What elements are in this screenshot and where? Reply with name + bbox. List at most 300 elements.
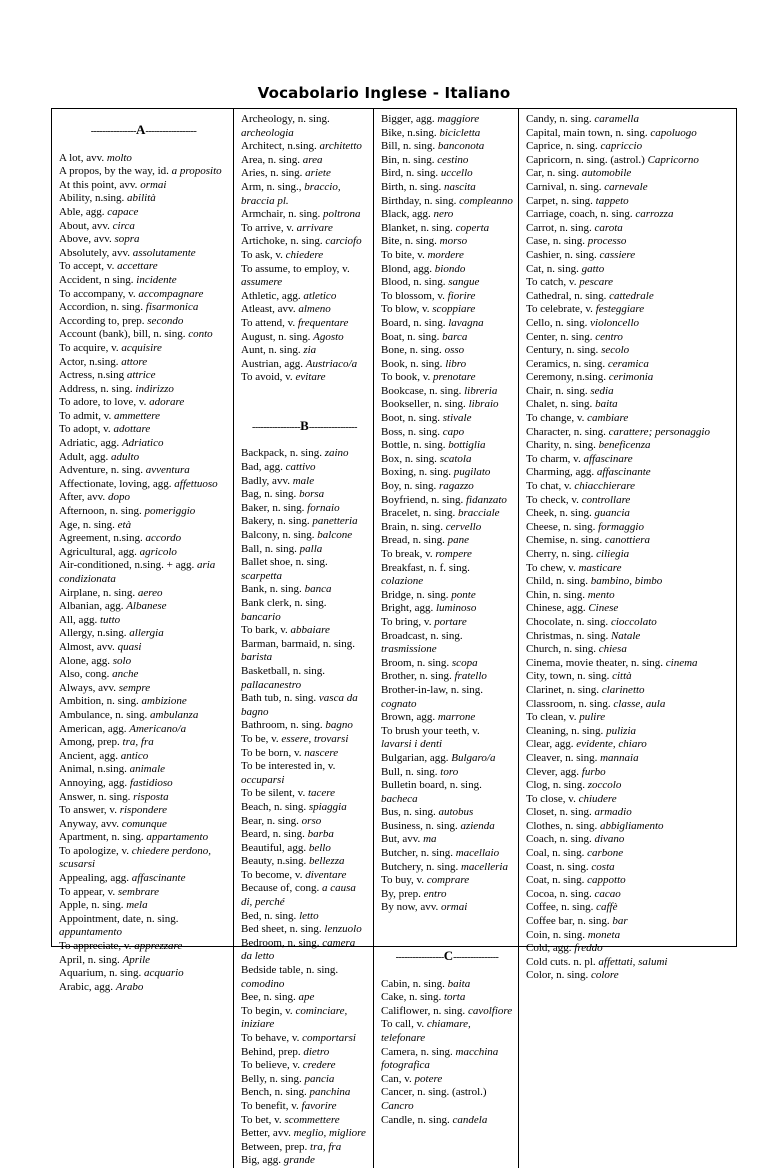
english-term: Butcher, n. sing. <box>381 847 453 860</box>
english-term: Afternoon, n. sing. <box>59 505 142 518</box>
vocab-entry <box>59 165 228 179</box>
italian-translation: tappeto <box>595 194 629 207</box>
english-term: To accept, v. <box>59 260 115 273</box>
italian-translation: agricolo <box>139 545 177 558</box>
vocab-entry <box>381 534 513 548</box>
english-term: Cheese, n. sing. <box>526 520 596 533</box>
english-term: To be, v. <box>241 732 279 745</box>
italian-translation: secolo <box>601 344 630 357</box>
italian-translation: torta <box>443 991 466 1004</box>
english-term: Bike, n.sing. <box>381 126 437 139</box>
english-term: Cello, n. sing. <box>526 316 588 329</box>
italian-translation: tra, fra <box>122 736 154 749</box>
vocab-entry <box>59 491 228 505</box>
english-term: Ancient, agg. <box>59 749 118 762</box>
vocab-entry <box>526 820 731 834</box>
english-term: Air-conditioned, n.sing. + agg. <box>59 559 195 572</box>
vocab-entry <box>526 643 731 657</box>
english-term: Cake, n. sing. <box>381 991 442 1004</box>
italian-translation: cattivo <box>285 461 316 474</box>
italian-translation: chiedere <box>285 248 324 261</box>
vocab-entry <box>526 575 731 589</box>
english-term: Boyfriend, n. sing. <box>381 493 464 506</box>
vocab-entry <box>241 543 368 557</box>
english-term: Carpet, n. sing. <box>526 194 593 207</box>
english-term: By now, avv. <box>381 901 439 914</box>
italian-translation: aria condizionata <box>59 559 216 585</box>
english-term: Affectionate, loving, agg. <box>59 477 172 490</box>
english-term: Balcony, n. sing. <box>241 529 315 542</box>
english-term: Clog, n. sing. <box>526 779 585 792</box>
vocab-entry <box>526 589 731 603</box>
italian-translation: pomeriggio <box>144 505 196 518</box>
vocab-entry <box>526 113 731 127</box>
vocab-entry <box>381 521 513 535</box>
vocab-entry <box>526 602 731 616</box>
italian-translation: vasca da bagno <box>241 692 358 718</box>
english-term: Bird, n. sing. <box>381 167 439 180</box>
vocab-entry <box>241 747 368 761</box>
english-term: Aunt, n. sing. <box>241 344 301 357</box>
vocab-entry <box>526 317 731 331</box>
italian-translation: a causa di, perché <box>241 882 356 909</box>
italian-translation: ponte <box>451 588 476 601</box>
italian-translation: accordo <box>145 532 182 545</box>
italian-translation: secondo <box>147 314 184 327</box>
english-term: Adventure, n. sing. <box>59 464 144 477</box>
english-term: To blossom, v. <box>381 289 445 302</box>
vocab-entry <box>59 587 228 601</box>
italian-translation: macchina fotografica <box>381 1045 499 1072</box>
italian-translation: abbaiare <box>290 624 330 637</box>
italian-translation: barista <box>241 651 273 664</box>
vocab-entry <box>526 263 731 277</box>
italian-translation: comunque <box>121 817 167 830</box>
english-term: Anyway, avv. <box>59 817 119 830</box>
english-term: April, n. sing. <box>59 953 120 966</box>
english-term: Boat, n. sing. <box>381 330 440 343</box>
vocab-entry <box>381 385 513 399</box>
vocab-entry <box>241 488 368 502</box>
english-term: Bill, n. sing. <box>381 140 436 153</box>
italian-translation: maggiore <box>437 113 480 125</box>
italian-translation: sopra <box>114 233 140 246</box>
vocab-entry <box>381 779 513 806</box>
italian-translation: chiacchierare <box>574 480 635 493</box>
column-4 <box>519 109 736 1168</box>
vocab-entry <box>241 167 368 181</box>
english-term: Answer, n. sing. <box>59 790 131 803</box>
italian-translation: banconota <box>437 140 485 153</box>
vocab-entry <box>241 583 368 597</box>
italian-translation: azienda <box>460 819 495 832</box>
english-term: Classroom, n. sing. <box>526 697 611 710</box>
italian-translation: allergia <box>129 627 164 640</box>
vocab-entry <box>381 833 513 847</box>
vocab-entry <box>59 682 228 696</box>
vocab-entry <box>381 249 513 263</box>
vocab-entry <box>526 127 731 141</box>
italian-translation: libraio <box>468 398 499 411</box>
vocab-entry <box>59 410 228 424</box>
italian-translation: accompagnare <box>138 287 204 300</box>
italian-translation: bambino, bimbo <box>590 575 663 588</box>
italian-translation: Agosto <box>313 330 344 343</box>
english-term: Badly, avv. <box>241 474 290 487</box>
vocab-entry <box>526 140 731 154</box>
english-term: Big, agg. <box>241 1154 282 1167</box>
english-term: Almost, avv. <box>59 640 115 653</box>
italian-translation: zia <box>303 344 317 357</box>
vocab-entry <box>526 698 731 712</box>
italian-translation: cacao <box>594 887 621 900</box>
italian-translation: scatola <box>439 452 472 465</box>
italian-translation: risposta <box>133 790 169 803</box>
vocab-entry <box>381 290 513 304</box>
vocab-entry <box>59 668 228 682</box>
vocab-entry <box>59 423 228 437</box>
vocab-entry <box>241 923 368 937</box>
italian-translation: Capricorno <box>647 153 699 166</box>
english-term: To admit, v. <box>59 409 112 422</box>
italian-translation: orso <box>301 814 322 827</box>
vocab-entry <box>59 315 228 329</box>
italian-translation: bracciale <box>457 507 500 520</box>
italian-translation: violoncello <box>590 316 640 329</box>
vocab-entry <box>526 752 731 766</box>
vocab-entry <box>526 154 731 168</box>
vocab-entry <box>241 787 368 801</box>
italian-translation: marrone <box>437 711 476 724</box>
italian-translation: atletico <box>303 289 337 302</box>
english-term: Bright, agg. <box>381 602 434 615</box>
english-term: To ask, v. <box>241 248 283 261</box>
vocab-entry <box>241 140 368 154</box>
vocab-entry <box>526 480 731 494</box>
italian-translation: ragazzo <box>438 480 474 493</box>
vocab-entry <box>526 534 731 548</box>
vocab-entry <box>59 695 228 709</box>
english-term: Bank, n. sing. <box>241 583 302 596</box>
english-term: Birthday, n. sing. <box>381 194 457 207</box>
english-term: Ceremony, n.sing. <box>526 371 606 384</box>
english-term: To appear, v. <box>59 885 116 898</box>
vocab-entry <box>241 317 368 331</box>
english-term: Albanian, agg. <box>59 600 124 613</box>
english-term: To avoid, v. <box>241 371 293 384</box>
italian-translation: cinema <box>665 656 698 669</box>
english-term: Chemise, n. sing. <box>526 534 603 547</box>
vocab-entry <box>381 978 513 992</box>
english-term: Account (bank), bill, n. sing. <box>59 328 186 341</box>
italian-translation: rispondere <box>119 804 167 817</box>
italian-translation: aereo <box>137 586 163 599</box>
vocab-entry <box>59 791 228 805</box>
english-term: Archeology, n. sing. <box>241 113 330 125</box>
english-term: Adult, agg. <box>59 450 109 463</box>
italian-translation: toro <box>440 765 459 778</box>
vocab-entry <box>381 616 513 630</box>
english-term: Armchair, n. sing. <box>241 208 321 221</box>
english-term: Caprice, n. sing. <box>526 140 598 153</box>
vocab-entry <box>526 235 731 249</box>
english-term: To change, v. <box>526 412 585 425</box>
italian-translation: Cancro <box>381 1099 414 1112</box>
section-header <box>241 419 368 435</box>
italian-translation: appartamento <box>146 831 209 844</box>
italian-translation: abilità <box>127 192 156 205</box>
italian-translation: Americano/a <box>129 722 187 735</box>
italian-translation: attore <box>121 355 148 368</box>
english-term: To arrive, v. <box>241 221 294 234</box>
english-term: Actress, n.sing <box>59 369 125 382</box>
english-term: Blood, n. sing. <box>381 276 446 289</box>
italian-translation: adorare <box>149 396 185 409</box>
italian-translation: scopa <box>451 656 478 669</box>
english-term: Barman, barmaid, n. sing. <box>241 637 355 650</box>
italian-translation: libro <box>445 357 467 370</box>
italian-translation: baita <box>447 977 471 990</box>
italian-translation: bancario <box>241 610 281 623</box>
vocab-entry <box>59 736 228 750</box>
italian-translation: stivale <box>442 412 472 425</box>
english-term: Camera, n. sing. <box>381 1045 453 1058</box>
vocab-entry <box>59 967 228 981</box>
english-term: About, avv. <box>59 219 110 232</box>
vocab-entry <box>381 711 513 725</box>
italian-translation: chiesa <box>598 643 627 656</box>
english-term: Book, n. sing. <box>381 357 443 370</box>
english-term: Candle, n. sing. <box>381 1113 450 1126</box>
english-term: A lot, avv. <box>59 151 105 164</box>
vocab-entry <box>381 888 513 902</box>
vocab-entry <box>59 804 228 818</box>
italian-translation: lavagna <box>448 316 484 329</box>
vocab-entry <box>59 206 228 220</box>
english-term: Candy, n. sing. <box>526 113 592 125</box>
english-term: Bracelet, n. sing. <box>381 507 456 520</box>
english-term: Cancer, n. sing. (astrol.) <box>381 1086 487 1099</box>
italian-translation: tutto <box>99 613 121 626</box>
english-term: Animal, n.sing. <box>59 763 127 776</box>
italian-translation: occuparsi <box>241 773 285 786</box>
italian-translation: chiedere perdono, scusarsi <box>59 844 211 871</box>
english-term: Bed sheet, n. sing. <box>241 923 322 936</box>
vocab-entry <box>59 369 228 383</box>
english-term: Beach, n. sing. <box>241 800 307 813</box>
english-term: Accordion, n. sing. <box>59 301 144 314</box>
italian-translation: conto <box>188 328 213 341</box>
italian-translation: mordere <box>427 248 464 261</box>
vocab-entry <box>241 263 368 290</box>
italian-translation: affettati, salumi <box>598 955 668 968</box>
italian-translation: Natale <box>610 629 641 642</box>
vocab-entry <box>241 529 368 543</box>
english-term: Bigger, agg. <box>381 113 435 125</box>
english-term: Box, n. sing. <box>381 452 437 465</box>
vocab-entry <box>59 192 228 206</box>
english-term: To apologize, v. <box>59 844 129 857</box>
italian-translation: ambizione <box>141 695 187 708</box>
italian-translation: carattere; personaggio <box>608 425 710 438</box>
english-term: Bath tub, n. sing. <box>241 692 317 705</box>
english-term: Aquarium, n. sing. <box>59 967 142 980</box>
vocab-entry <box>381 1086 513 1113</box>
italian-translation: clarinetto <box>601 683 645 696</box>
english-term: Coach, n. sing. <box>526 833 592 846</box>
italian-translation: sangue <box>448 276 480 289</box>
vocab-entry <box>59 437 228 451</box>
vocab-entry <box>381 181 513 195</box>
italian-translation: canottiera <box>604 534 651 547</box>
vocab-entry <box>59 328 228 342</box>
english-term: To bet, v. <box>241 1113 282 1126</box>
vocab-entry <box>59 818 228 832</box>
italian-translation: bellezza <box>309 855 345 868</box>
vocab-entry <box>526 453 731 467</box>
vocab-entry <box>241 303 368 317</box>
english-term: Bag, n. sing. <box>241 488 297 501</box>
english-term: Behind, prep. <box>241 1045 301 1058</box>
section-header <box>381 949 513 965</box>
italian-translation: masticare <box>578 561 622 574</box>
vocab-entry <box>241 855 368 869</box>
vocab-entry <box>241 154 368 168</box>
vocab-entry <box>526 956 731 970</box>
vocab-entry <box>526 358 731 372</box>
italian-translation: carrozza <box>635 208 674 221</box>
english-term: Cold cuts. n. pl. <box>526 955 596 968</box>
vocab-entry <box>241 882 368 909</box>
italian-translation: caramella <box>594 113 639 125</box>
italian-translation: panchina <box>309 1086 351 1099</box>
vocab-entry <box>381 494 513 508</box>
english-term: Coat, n. sing. <box>526 874 585 887</box>
italian-translation: affettuoso <box>174 477 218 490</box>
italian-translation: sempre <box>118 681 151 694</box>
italian-translation: coperta <box>455 221 490 234</box>
english-term: Bee, n. sing. <box>241 991 296 1004</box>
english-term: Chocolate, n. sing. <box>526 615 609 628</box>
italian-translation: cambiare <box>587 412 629 425</box>
english-term: Basketball, n. sing. <box>241 664 326 677</box>
vocab-entry <box>241 1141 368 1155</box>
italian-translation: fidanzato <box>465 493 507 506</box>
english-term: Chin, n. sing. <box>526 588 585 601</box>
vocab-entry <box>381 991 513 1005</box>
english-term: Arm, n. sing., <box>241 180 302 193</box>
vocab-entry <box>526 507 731 521</box>
italian-translation: candela <box>452 1113 488 1126</box>
vocab-entry <box>526 915 731 929</box>
italian-translation: pallacanestro <box>241 678 302 691</box>
vocab-entry <box>526 630 731 644</box>
vocab-entry <box>526 331 731 345</box>
italian-translation: Arabo <box>115 980 144 993</box>
vocab-entry <box>59 750 228 764</box>
english-term: Always, avv. <box>59 681 117 694</box>
english-term: Cathedral, n. sing. <box>526 289 607 302</box>
vocab-entry <box>381 562 513 589</box>
english-term: Board, n. sing. <box>381 316 446 329</box>
vocab-entry <box>59 899 228 913</box>
italian-translation: quasi <box>117 640 142 653</box>
vocab-entry <box>526 398 731 412</box>
english-term: Broom, n. sing. <box>381 656 450 669</box>
english-term: Bench, n. sing. <box>241 1086 307 1099</box>
italian-translation: avventura <box>145 464 190 477</box>
vocab-entry <box>381 331 513 345</box>
italian-translation: mento <box>587 588 615 601</box>
italian-translation: molto <box>106 151 132 164</box>
english-term: To book, v. <box>381 371 431 384</box>
vocab-entry <box>59 464 228 478</box>
vocab-entry <box>526 766 731 780</box>
english-term: To call, v. <box>381 1018 425 1031</box>
english-term: Bad, agg. <box>241 461 283 474</box>
italian-translation: assolutamente <box>132 246 196 259</box>
vocab-entry <box>526 466 731 480</box>
english-term: To acquire, v. <box>59 341 119 354</box>
italian-translation: gatto <box>581 262 605 275</box>
vocab-entry <box>59 627 228 641</box>
italian-translation: Cinese <box>588 602 619 615</box>
vocab-entry <box>241 447 368 461</box>
vocab-entry <box>241 1032 368 1046</box>
english-term: Clarinet, n. sing. <box>526 683 600 696</box>
english-term: Brown, agg. <box>381 711 436 724</box>
italian-translation: sembrare <box>117 885 160 898</box>
italian-translation: anche <box>112 668 139 681</box>
italian-translation: tacere <box>307 787 336 800</box>
english-term: To believe, v. <box>241 1059 300 1072</box>
vocab-entry <box>59 600 228 614</box>
vocab-entry <box>381 1114 513 1128</box>
english-term: To check, v. <box>526 493 579 506</box>
english-term: Ball, n. sing. <box>241 542 297 555</box>
english-term: By, prep. <box>381 887 421 900</box>
vocab-entry <box>381 725 513 752</box>
english-term: Beard, n. sing. <box>241 828 305 841</box>
vocab-entry <box>526 847 731 861</box>
vocab-entry <box>526 385 731 399</box>
vocab-entry <box>241 842 368 856</box>
english-term: Annoying, agg. <box>59 776 128 789</box>
italian-translation: scoppiare <box>432 303 476 316</box>
vocab-entry <box>59 301 228 315</box>
italian-translation: apprezzare <box>134 940 183 953</box>
italian-translation: affascinante <box>596 466 651 479</box>
english-term: Above, avv. <box>59 233 112 246</box>
italian-translation: ape <box>298 991 315 1004</box>
italian-translation: adottare <box>113 423 151 436</box>
vocab-entry <box>381 766 513 780</box>
english-term: Age, n. sing. <box>59 518 115 531</box>
vocab-entry <box>59 981 228 995</box>
vocab-entry <box>381 901 513 915</box>
italian-translation: pescare <box>579 276 614 289</box>
italian-translation: uccello <box>440 167 473 180</box>
vocab-entry <box>59 179 228 193</box>
english-term: To become, v. <box>241 868 303 881</box>
italian-translation: favorire <box>301 1099 337 1112</box>
italian-translation: ma <box>423 833 437 846</box>
italian-translation: acquisire <box>121 341 162 354</box>
english-term: To chew, v. <box>526 561 576 574</box>
vocab-entry <box>381 412 513 426</box>
english-term: Boy, n. sing. <box>381 480 437 493</box>
english-term: Bottle, n. sing. <box>381 439 446 452</box>
